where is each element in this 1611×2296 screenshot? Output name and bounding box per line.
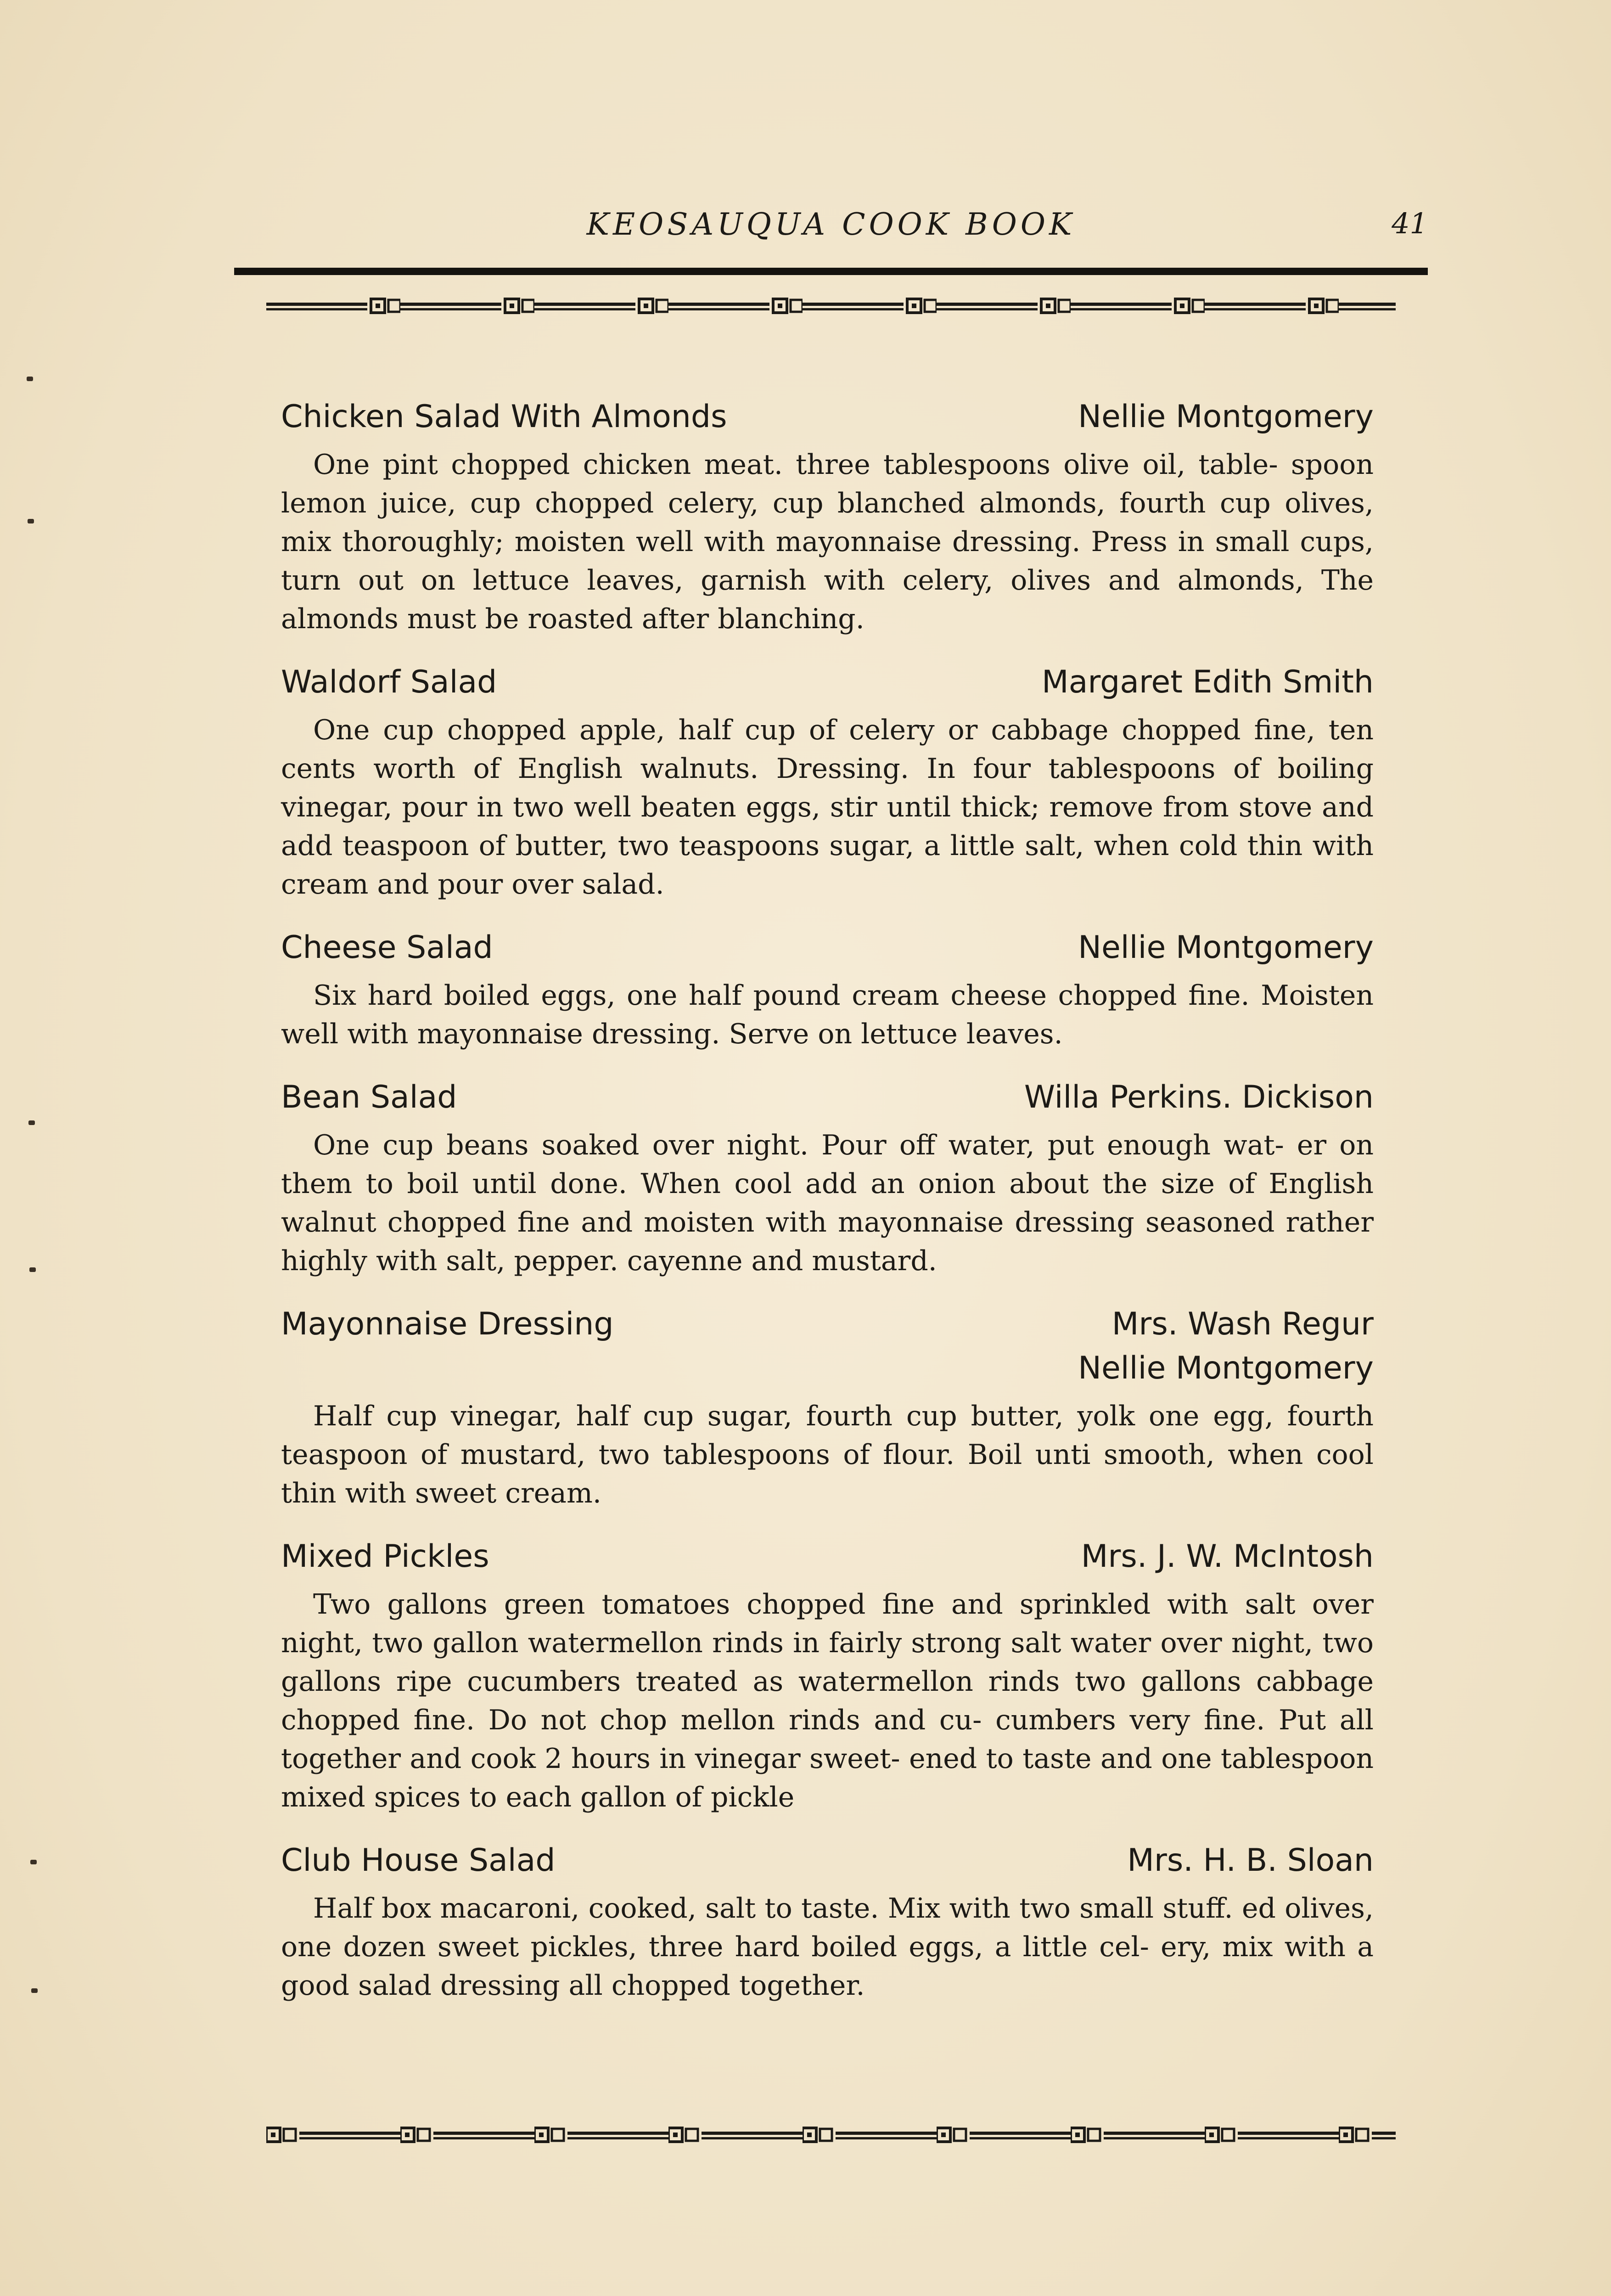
binding-speck [30,1860,37,1864]
recipe-list [281,395,1374,2027]
recipe-title: Club House Salad [281,1842,556,1879]
recipe-mayonnaise-dressing [281,1302,1374,1513]
binding-speck [31,1988,38,1993]
recipe-bean-salad [281,1075,1374,1280]
recipe-author: Mrs. H. B. Sloan [1127,1842,1374,1879]
recipe-mixed-pickles [281,1535,1374,1817]
book-title: KEOSAUQUA COOK BOOK [586,207,1076,242]
recipe-title: Cheese Salad [281,929,493,966]
top-ornamental-border [266,297,1396,315]
recipe-club-house-salad [281,1839,1374,2005]
recipe-author: Margaret Edith Smith [1042,664,1374,700]
recipe-body: Half box macaroni, cooked, salt to taste. Mix with two small stuff. ed olives, one dozen sweet pickles, three hard boiled eggs, a little cel- ery, mix with a good salad dressing all chopped together. [281,1892,1374,2002]
recipe-author: Mrs. Wash Regur Nellie Montgomery [1078,1306,1374,1386]
binding-speck [28,519,34,523]
recipe-body: One cup beans soaked over night. Pour off water, put enough wat- er on them to boil until done. When cool add an onion about the size of English walnut chopped fine and moisten with mayonnaise dressing seasoned rather highly with salt, pepper. cayenne and mustard. [281,1129,1374,1277]
binding-speck [29,1267,36,1272]
recipe-title: Bean Salad [281,1079,457,1115]
recipe-title: Mixed Pickles [281,1538,489,1575]
recipe-body: Six hard boiled eggs, one half pound cream cheese chopped fine. Moisten well with mayonnaise dressing. Serve on lettuce leaves. [281,979,1374,1050]
recipe-waldorf-salad [281,660,1374,904]
running-header [234,207,1428,248]
recipe-author: Nellie Montgomery [1078,399,1374,435]
bottom-ornamental-border [266,2126,1396,2144]
binding-speck [28,1120,35,1125]
recipe-cheese-salad [281,926,1374,1053]
recipe-body: One pint chopped chicken meat. three tablespoons olive oil, table- spoon lemon juice, cup chopped celery, cup blanched almonds, fourth cup olives, mix thoroughly; moisten well with mayonnaise dressing. Press in small cups, turn out on lettuce leaves, garnish with celery, olives and almonds, The almonds must be roasted after blanching. [281,449,1374,635]
page-number: 41 [1392,207,1428,240]
binding-speck [27,377,33,381]
recipe-title: Waldorf Salad [281,664,497,700]
recipe-chicken-salad [281,395,1374,638]
recipe-title: Mayonnaise Dressing [281,1306,614,1342]
recipe-body: Two gallons green tomatoes chopped fine and sprinkled with salt over night, two gallon watermellon rinds in fairly strong salt water over night, two gallons ripe cucumbers treated as watermellon rinds two gallons cabbage chopped fine. Do not chop mellon rinds and cu- cumbers very fine. Put all together and cook 2 hours in vinegar sweet- ened to taste and one tablespoon mixed spices to each gallon of pickle [281,1588,1374,1813]
recipe-body: One cup chopped apple, half cup of celery or cabbage chopped fine, ten cents worth of English walnuts. Dressing. In four tablespoons of boiling vinegar, pour in two well beaten eggs, stir until thick; remove from stove and add teaspoon of butter, two teaspoons sugar, a little salt, when cold thin with cream and pour over salad. [281,714,1374,900]
recipe-author: Mrs. J. W. McIntosh [1081,1538,1374,1575]
recipe-title: Chicken Salad With Almonds [281,399,727,435]
recipe-author: Willa Perkins. Dickison [1024,1079,1374,1115]
recipe-author: Nellie Montgomery [1078,929,1374,966]
recipe-body: Half cup vinegar, half cup sugar, fourth cup butter, yolk one egg, fourth teaspoon of mustard, two tablespoons of flour. Boil unti smooth, when cool thin with sweet cream. [281,1400,1374,1509]
header-rule [234,268,1428,275]
